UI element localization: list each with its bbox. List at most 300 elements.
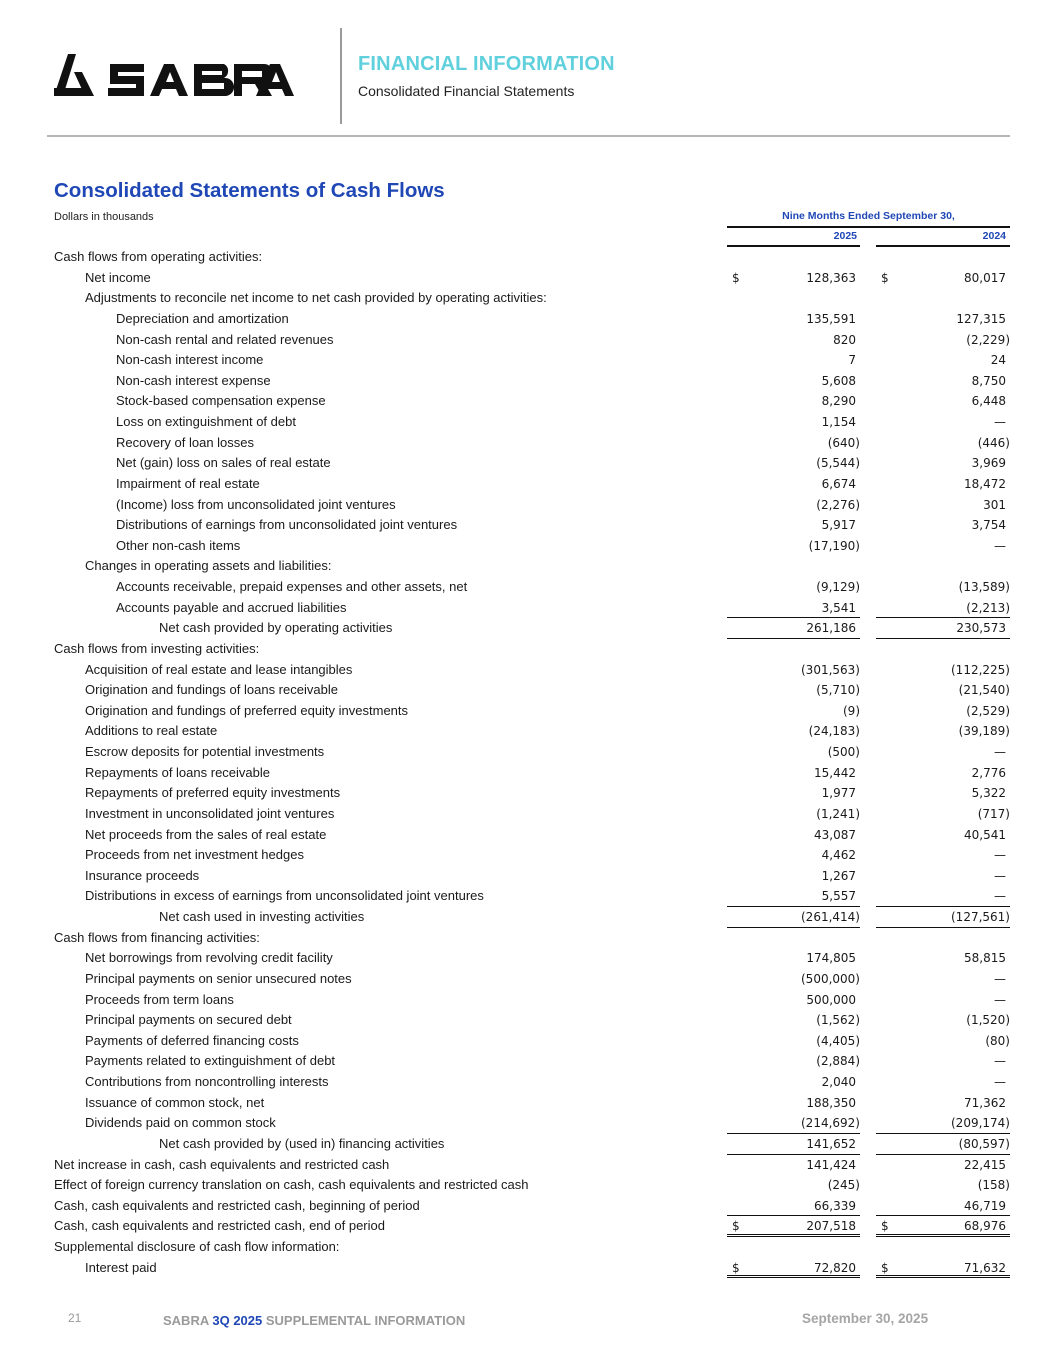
value-cell-2025 [727, 660, 860, 681]
value-cell-2025 [727, 350, 860, 371]
row-label: Repayments of loans receivable [85, 764, 270, 780]
value-cell-2024 [876, 866, 1010, 887]
value-cell-2025 [727, 907, 860, 928]
value-cell-2024 [876, 330, 1010, 351]
row-label: Investment in unconsolidated joint ventures [85, 805, 335, 821]
value-2025: 1,977 [821, 786, 856, 801]
value-cell-2025 [727, 1175, 860, 1196]
value-2025: (301,563) [801, 662, 860, 677]
value-2025: 2,040 [821, 1075, 856, 1089]
value-2024: 301 [983, 497, 1006, 512]
value-cell-2025 [727, 1155, 860, 1176]
value-2024: — [994, 971, 1006, 986]
footer-brand: SABRA [163, 1313, 209, 1328]
row-label: Recovery of loan losses [116, 434, 255, 450]
table-row [0, 701, 1055, 722]
value-cell-2024 [876, 1134, 1010, 1155]
row-label: Cash, cash equivalents and restricted cash, beginning of period [54, 1197, 420, 1213]
row-label: Net proceeds from the sales of real estate [85, 826, 327, 842]
table-row [0, 1010, 1055, 1031]
table-row [0, 1031, 1055, 1052]
row-label: Principal payments on secured debt [85, 1012, 292, 1028]
table-row [0, 268, 1055, 289]
value-2025: 174,805 [806, 951, 856, 966]
value-cell-2024 [876, 309, 1010, 330]
value-2024: — [994, 1054, 1006, 1069]
value-cell-2025 [727, 721, 860, 742]
row-label: Non-cash rental and related revenues [116, 331, 334, 347]
value-2025: 5,608 [821, 373, 856, 388]
row-label: Depreciation and amortization [116, 310, 289, 326]
dollar-sign: $ [732, 270, 740, 285]
table-row [0, 433, 1055, 454]
row-label: Distributions in excess of earnings from unconsolidated joint ventures [85, 888, 484, 904]
value-2025: 8,290 [821, 394, 856, 409]
value-2025: (2,276) [816, 497, 860, 512]
value-2024: (39,189) [958, 724, 1010, 739]
value-cell-2025 [727, 1010, 860, 1031]
table-row [0, 990, 1055, 1011]
row-label: Origination and fundings of loans receivable [85, 682, 338, 698]
value-2025: 820 [833, 332, 856, 347]
table-row [0, 763, 1055, 784]
table-row [0, 1155, 1055, 1176]
value-2024: — [994, 745, 1006, 759]
table-row [0, 660, 1055, 681]
row-label: Non-cash interest expense [116, 372, 271, 388]
row-label: Insurance proceeds [85, 867, 200, 883]
value-2025: 6,674 [821, 476, 856, 491]
row-label: Interest paid [85, 1259, 157, 1275]
value-cell-2024 [876, 618, 1010, 639]
table-row [0, 1072, 1055, 1093]
footer-quarter: 3Q 2025 [212, 1313, 263, 1328]
year-header-2024: 2024 [982, 230, 1006, 242]
table-row [0, 886, 1055, 907]
value-2024: (127,561) [951, 910, 1010, 924]
table-row [0, 536, 1055, 557]
table-row [0, 247, 1055, 268]
value-2024: (80,597) [958, 1136, 1010, 1151]
value-cell-2025 [727, 866, 860, 887]
table-row [0, 288, 1055, 309]
dollar-sign: $ [881, 1219, 889, 1234]
row-label: Stock-based compensation expense [116, 393, 326, 409]
section-subtitle: Consolidated Financial Statements [358, 83, 575, 99]
value-cell-2025 [727, 1093, 860, 1114]
value-cell-2025 [727, 1196, 860, 1217]
value-cell-2024 [876, 1093, 1010, 1114]
table-row [0, 309, 1055, 330]
value-cell-2024 [876, 969, 1010, 990]
row-label: Payments of deferred financing costs [85, 1032, 299, 1048]
table-row [0, 1093, 1055, 1114]
value-2024: 71,362 [964, 1095, 1006, 1110]
row-label: Proceeds from net investment hedges [85, 847, 304, 863]
value-2024: (1,520) [966, 1013, 1010, 1028]
statement-title: Consolidated Statements of Cash Flows [54, 179, 445, 202]
row-label: Acquisition of real estate and lease intangibles [85, 661, 353, 677]
value-2024: (446) [977, 435, 1010, 450]
value-2025: (1,562) [816, 1013, 860, 1028]
value-2024: 40,541 [964, 827, 1006, 842]
value-2025: 128,363 [806, 270, 856, 285]
dollar-sign: $ [881, 1260, 889, 1275]
value-cell-2024 [876, 1051, 1010, 1072]
value-cell-2024 [876, 845, 1010, 866]
value-cell-2025 [727, 742, 860, 763]
value-cell-2024 [876, 783, 1010, 804]
value-2024: 3,969 [971, 456, 1006, 471]
value-cell-2024 [876, 412, 1010, 433]
table-row [0, 391, 1055, 412]
dollar-sign: $ [732, 1260, 740, 1275]
table-row [0, 577, 1055, 598]
value-2025: 72,820 [814, 1260, 856, 1275]
value-2025: 141,652 [806, 1136, 856, 1151]
row-label: Adjustments to reconcile net income to net cash provided by operating activities: [85, 290, 547, 306]
table-row [0, 330, 1055, 351]
row-label: Net increase in cash, cash equivalents and restricted cash [54, 1156, 390, 1172]
table-row [0, 618, 1055, 639]
value-2024: (2,213) [966, 600, 1010, 615]
value-cell-2025 [727, 309, 860, 330]
value-cell-2024 [876, 948, 1010, 969]
row-label: Repayments of preferred equity investments [85, 785, 341, 801]
value-2024: — [994, 538, 1006, 553]
row-label: Cash flows from investing activities: [54, 640, 260, 656]
row-label: Issuance of common stock, net [85, 1094, 265, 1110]
row-label: Net cash provided by operating activities [159, 620, 393, 636]
value-2025: (500) [827, 745, 860, 759]
value-cell-2024 [876, 804, 1010, 825]
table-row [0, 948, 1055, 969]
table-row [0, 928, 1055, 949]
value-2024: 68,976 [964, 1219, 1006, 1234]
table-row [0, 1175, 1055, 1196]
value-2024: (80) [985, 1033, 1010, 1048]
table-row [0, 680, 1055, 701]
row-label: Changes in operating assets and liabilities: [85, 558, 332, 574]
value-2025: 188,350 [806, 1095, 856, 1110]
table-row [0, 742, 1055, 763]
value-cell-2024 [876, 433, 1010, 454]
value-2024: (2,529) [966, 703, 1010, 718]
row-label: Cash, cash equivalents and restricted cash, end of period [54, 1218, 385, 1234]
value-2025: (640) [827, 435, 860, 450]
row-label: Escrow deposits for potential investments [85, 744, 325, 759]
value-cell-2024 [876, 886, 1010, 907]
table-row [0, 495, 1055, 516]
value-2025: 1,267 [821, 868, 856, 883]
table-row [0, 783, 1055, 804]
value-2024: 18,472 [964, 476, 1006, 491]
value-cell-2024 [876, 825, 1010, 846]
period-header: Nine Months Ended September 30, [782, 210, 955, 222]
value-cell-2025 [727, 680, 860, 701]
table-row [0, 453, 1055, 474]
value-cell-2025 [727, 1072, 860, 1093]
value-cell-2024 [876, 495, 1010, 516]
value-2025: (4,405) [816, 1033, 860, 1048]
table-row [0, 866, 1055, 887]
value-2024: 6,448 [971, 394, 1006, 409]
row-label: Principal payments on senior unsecured notes [85, 970, 352, 986]
value-2024: (112,225) [951, 662, 1010, 677]
value-2024: (21,540) [958, 683, 1010, 698]
table-row [0, 969, 1055, 990]
row-label: Net borrowings from revolving credit facility [85, 950, 333, 966]
sabra-logo-mark [52, 52, 297, 100]
value-cell-2024 [876, 1031, 1010, 1052]
value-cell-2024 [876, 742, 1010, 763]
row-label: Net income [85, 269, 151, 285]
row-label: Effect of foreign currency translation on cash, cash equivalents and restricted cash [54, 1177, 529, 1193]
row-label: Impairment of real estate [116, 475, 260, 491]
value-cell-2024 [876, 453, 1010, 474]
value-2024: — [994, 868, 1006, 883]
dollar-sign: $ [881, 270, 889, 285]
value-cell-2024 [876, 680, 1010, 701]
value-cell-2025 [727, 371, 860, 392]
page-header [0, 0, 1055, 140]
row-label: Non-cash interest income [116, 352, 264, 368]
period-rule [727, 226, 1010, 228]
value-cell-2024 [876, 721, 1010, 742]
table-row [0, 907, 1055, 928]
dollar-sign: $ [732, 1219, 740, 1234]
row-label: Additions to real estate [85, 723, 218, 739]
value-2025: (261,414) [801, 910, 860, 924]
table-row [0, 350, 1055, 371]
header-rule [47, 135, 1010, 137]
value-cell-2025 [727, 1258, 860, 1279]
row-label: Net (gain) loss on sales of real estate [116, 455, 331, 471]
value-2024: (158) [977, 1178, 1010, 1193]
value-cell-2025 [727, 536, 860, 557]
value-2025: (5,710) [816, 683, 860, 698]
table-row [0, 804, 1055, 825]
row-label: Proceeds from term loans [85, 991, 234, 1007]
value-2024: — [994, 992, 1006, 1007]
year-header-2025: 2025 [833, 230, 857, 242]
table-row [0, 474, 1055, 495]
row-label: (Income) loss from unconsolidated joint ventures [116, 496, 396, 512]
value-2024: 22,415 [964, 1157, 1006, 1172]
value-cell-2025 [727, 515, 860, 536]
page-number: 21 [68, 1311, 82, 1325]
value-cell-2024 [876, 1155, 1010, 1176]
table-row [0, 1196, 1055, 1217]
row-label: Supplemental disclosure of cash flow information: [54, 1239, 340, 1254]
value-2024: 127,315 [956, 311, 1006, 326]
value-cell-2025 [727, 825, 860, 846]
section-title: FINANCIAL INFORMATION [358, 53, 615, 75]
value-2025: (2,884) [816, 1054, 860, 1069]
value-cell-2025 [727, 453, 860, 474]
value-2025: (500,000) [801, 971, 860, 986]
table-row [0, 1113, 1055, 1134]
value-2025: (245) [827, 1178, 860, 1193]
value-2024: 46,719 [964, 1198, 1006, 1213]
value-2025: 135,591 [806, 311, 856, 326]
value-2024: (209,174) [951, 1116, 1010, 1131]
value-cell-2024 [876, 1113, 1010, 1134]
value-cell-2025 [727, 391, 860, 412]
value-cell-2025 [727, 783, 860, 804]
value-2025: 66,339 [814, 1198, 856, 1213]
value-cell-2024 [876, 763, 1010, 784]
table-row [0, 721, 1055, 742]
value-cell-2025 [727, 990, 860, 1011]
row-label: Net cash used in investing activities [159, 909, 365, 924]
table-row [0, 1216, 1055, 1237]
value-2025: 15,442 [814, 765, 856, 780]
value-2024: 230,573 [956, 621, 1006, 636]
value-cell-2024 [876, 536, 1010, 557]
table-row [0, 1051, 1055, 1072]
value-2024: 58,815 [964, 951, 1006, 966]
value-2024: — [994, 889, 1006, 904]
value-2025: (1,241) [816, 806, 860, 821]
value-cell-2025 [727, 1134, 860, 1155]
value-2025: 4,462 [821, 848, 856, 863]
value-cell-2025 [727, 412, 860, 433]
value-cell-2025 [727, 845, 860, 866]
value-2025: 3,541 [821, 600, 856, 615]
value-2025: 207,518 [806, 1219, 856, 1234]
value-2024: 5,322 [971, 786, 1006, 801]
value-2025: (5,544) [816, 456, 860, 471]
value-cell-2025 [727, 948, 860, 969]
value-2024: — [994, 848, 1006, 863]
row-label: Distributions of earnings from unconsolidated joint ventures [116, 517, 458, 533]
row-label: Dividends paid on common stock [85, 1115, 276, 1131]
value-cell-2024 [876, 268, 1010, 289]
sabra-logo [52, 52, 297, 100]
value-cell-2025 [727, 1113, 860, 1134]
footer-title [163, 1313, 465, 1328]
value-cell-2025 [727, 330, 860, 351]
table-row [0, 371, 1055, 392]
value-cell-2025 [727, 598, 860, 619]
value-cell-2025 [727, 433, 860, 454]
table-row [0, 1258, 1055, 1279]
value-cell-2024 [876, 1258, 1010, 1279]
table-row [0, 845, 1055, 866]
table-row [0, 598, 1055, 619]
value-cell-2025 [727, 1031, 860, 1052]
footer-report: SUPPLEMENTAL INFORMATION [265, 1313, 466, 1328]
value-2025: 500,000 [806, 992, 856, 1007]
value-cell-2025 [727, 886, 860, 907]
value-2025: (214,692) [801, 1116, 860, 1131]
cash-flow-table [0, 247, 1055, 1278]
value-cell-2024 [876, 1196, 1010, 1217]
value-cell-2025 [727, 1216, 860, 1237]
value-2025: 5,917 [821, 518, 856, 533]
row-label: Cash flows from financing activities: [54, 929, 260, 945]
table-row [0, 1134, 1055, 1155]
row-label: Net cash provided by (used in) financing activities [159, 1135, 445, 1151]
value-2025: (9,129) [816, 580, 860, 594]
value-2025: 5,557 [821, 889, 856, 904]
row-label: Cash flows from operating activities: [54, 249, 263, 264]
value-2025: 43,087 [814, 827, 856, 842]
value-2025: (24,183) [808, 724, 860, 739]
value-cell-2025 [727, 701, 860, 722]
value-cell-2025 [727, 495, 860, 516]
table-row [0, 412, 1055, 433]
table-row [0, 639, 1055, 660]
row-label: Origination and fundings of preferred equity investments [85, 702, 409, 718]
value-cell-2024 [876, 515, 1010, 536]
value-cell-2025 [727, 474, 860, 495]
value-cell-2025 [727, 763, 860, 784]
value-2025: 1,154 [821, 415, 856, 429]
value-cell-2024 [876, 990, 1010, 1011]
value-cell-2024 [876, 598, 1010, 619]
value-2024: — [994, 415, 1006, 429]
value-cell-2024 [876, 1010, 1010, 1031]
value-cell-2024 [876, 907, 1010, 928]
row-label: Other non-cash items [116, 537, 241, 553]
row-label: Accounts payable and accrued liabilities [116, 599, 347, 615]
value-2024: 80,017 [964, 270, 1006, 285]
value-2024: (717) [977, 806, 1010, 821]
value-cell-2025 [727, 969, 860, 990]
footer-date: September 30, 2025 [802, 1311, 929, 1326]
row-label: Accounts receivable, prepaid expenses and other assets, net [116, 579, 468, 594]
value-cell-2025 [727, 268, 860, 289]
header-divider [340, 28, 342, 124]
value-cell-2024 [876, 1175, 1010, 1196]
value-2024: (13,589) [958, 580, 1010, 594]
value-2024: 3,754 [971, 518, 1006, 533]
table-row [0, 1237, 1055, 1258]
value-2024: (2,229) [966, 332, 1010, 347]
value-cell-2024 [876, 1072, 1010, 1093]
value-2024: 24 [990, 353, 1006, 368]
value-cell-2024 [876, 474, 1010, 495]
row-label: Contributions from noncontrolling interests [85, 1074, 329, 1089]
units-note: Dollars in thousands [54, 211, 154, 223]
value-cell-2024 [876, 701, 1010, 722]
value-2024: 71,632 [964, 1260, 1006, 1275]
table-row [0, 556, 1055, 577]
value-cell-2024 [876, 660, 1010, 681]
value-cell-2024 [876, 577, 1010, 598]
value-cell-2025 [727, 577, 860, 598]
value-cell-2025 [727, 1051, 860, 1072]
value-2024: 2,776 [971, 765, 1006, 780]
value-cell-2025 [727, 618, 860, 639]
value-cell-2024 [876, 1216, 1010, 1237]
row-label: Payments related to extinguishment of debt [85, 1053, 336, 1069]
value-2025: (17,190) [808, 538, 860, 553]
value-2024: 8,750 [971, 373, 1006, 388]
value-2024: — [994, 1075, 1006, 1089]
value-cell-2024 [876, 350, 1010, 371]
value-cell-2024 [876, 371, 1010, 392]
value-cell-2024 [876, 391, 1010, 412]
row-label: Loss on extinguishment of debt [116, 414, 296, 429]
value-cell-2025 [727, 804, 860, 825]
value-2025: 7 [848, 353, 856, 368]
table-row [0, 825, 1055, 846]
value-2025: 261,186 [806, 621, 856, 636]
value-2025: (9) [843, 703, 860, 718]
